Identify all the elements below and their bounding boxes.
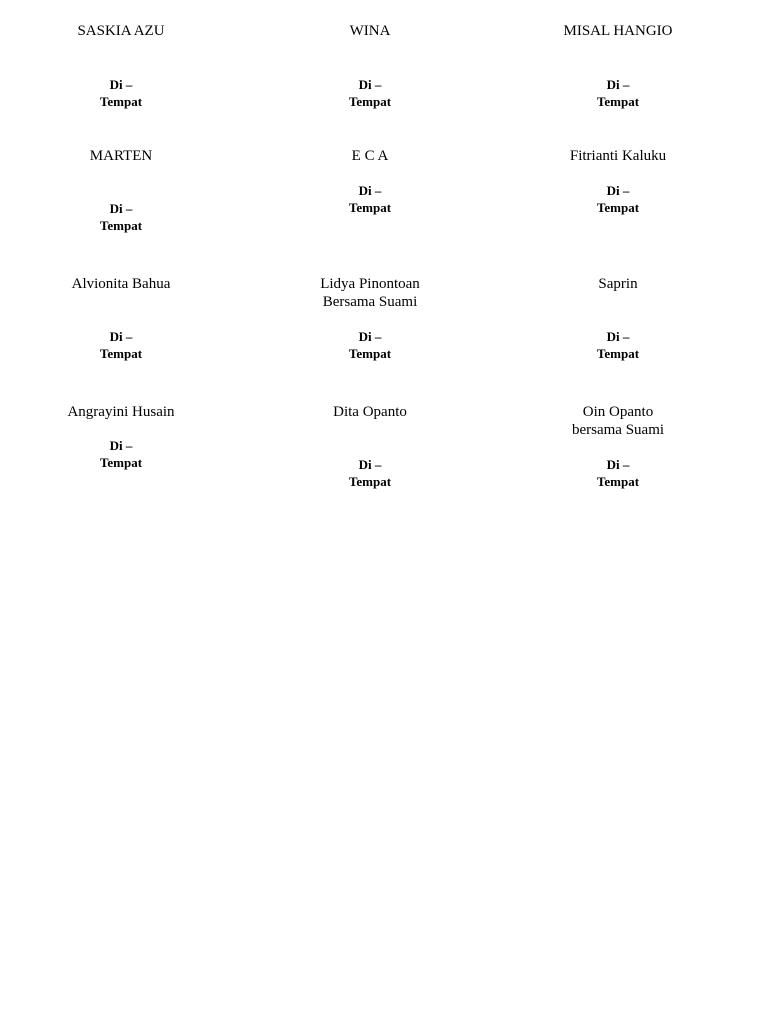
address-block <box>503 76 733 110</box>
di-line: Di – <box>606 77 630 92</box>
address-block <box>255 182 485 216</box>
di-line: Di – <box>606 183 630 198</box>
di-line: Di – <box>109 329 133 344</box>
address-block <box>6 76 236 110</box>
tempat-line: Tempat <box>348 474 392 489</box>
tempat-line: Tempat <box>348 94 392 109</box>
recipient-name-line: Alvionita Bahua <box>71 276 171 292</box>
recipient-name <box>503 147 733 165</box>
recipient-name <box>6 403 236 421</box>
address-block <box>503 456 733 490</box>
recipient-name <box>503 403 733 439</box>
tempat-line: Tempat <box>596 346 640 361</box>
recipient-name-line: MARTEN <box>89 148 153 164</box>
tempat-line: Tempat <box>99 94 143 109</box>
recipient-name-line: Angrayini Husain <box>67 404 175 420</box>
recipient-name-line: Lidya Pinontoan <box>320 276 420 292</box>
recipient-name <box>503 22 733 40</box>
tempat-line: Tempat <box>596 94 640 109</box>
recipient-name <box>255 147 485 165</box>
tempat-line: Tempat <box>99 455 143 470</box>
recipient-name-line: SASKIA AZU <box>77 23 165 39</box>
recipient-name <box>6 22 236 40</box>
di-line: Di – <box>109 201 133 216</box>
recipient-name-line: bersama Suami <box>571 422 665 438</box>
address-block <box>503 328 733 362</box>
tempat-line: Tempat <box>596 200 640 215</box>
address-block <box>6 200 236 234</box>
recipient-name-line: Bersama Suami <box>322 294 418 310</box>
tempat-line: Tempat <box>99 346 143 361</box>
di-line: Di – <box>358 329 382 344</box>
recipient-name <box>503 275 733 293</box>
di-line: Di – <box>109 438 133 453</box>
address-block <box>6 328 236 362</box>
recipient-name <box>255 403 485 421</box>
di-line: Di – <box>109 77 133 92</box>
di-line: Di – <box>606 329 630 344</box>
recipient-name-line: E C A <box>351 148 389 164</box>
address-block <box>255 76 485 110</box>
recipient-name-line: MISAL HANGIO <box>563 23 673 39</box>
tempat-line: Tempat <box>348 346 392 361</box>
tempat-line: Tempat <box>596 474 640 489</box>
recipient-name <box>6 275 236 293</box>
recipient-name-line: Oin Opanto <box>582 404 654 420</box>
recipient-name <box>255 22 485 40</box>
tempat-line: Tempat <box>348 200 392 215</box>
recipient-name-line: Dita Opanto <box>333 404 407 420</box>
di-line: Di – <box>358 77 382 92</box>
di-line: Di – <box>358 457 382 472</box>
address-block <box>255 456 485 490</box>
recipient-name-line: WINA <box>349 23 391 39</box>
recipient-name-line: Fitrianti Kaluku <box>569 148 667 164</box>
recipient-name-line: Saprin <box>598 276 638 292</box>
recipient-name <box>6 147 236 165</box>
di-line: Di – <box>606 457 630 472</box>
di-line: Di – <box>358 183 382 198</box>
address-block <box>6 437 236 471</box>
recipient-name <box>255 275 485 311</box>
address-block <box>503 182 733 216</box>
tempat-line: Tempat <box>99 218 143 233</box>
address-block <box>255 328 485 362</box>
